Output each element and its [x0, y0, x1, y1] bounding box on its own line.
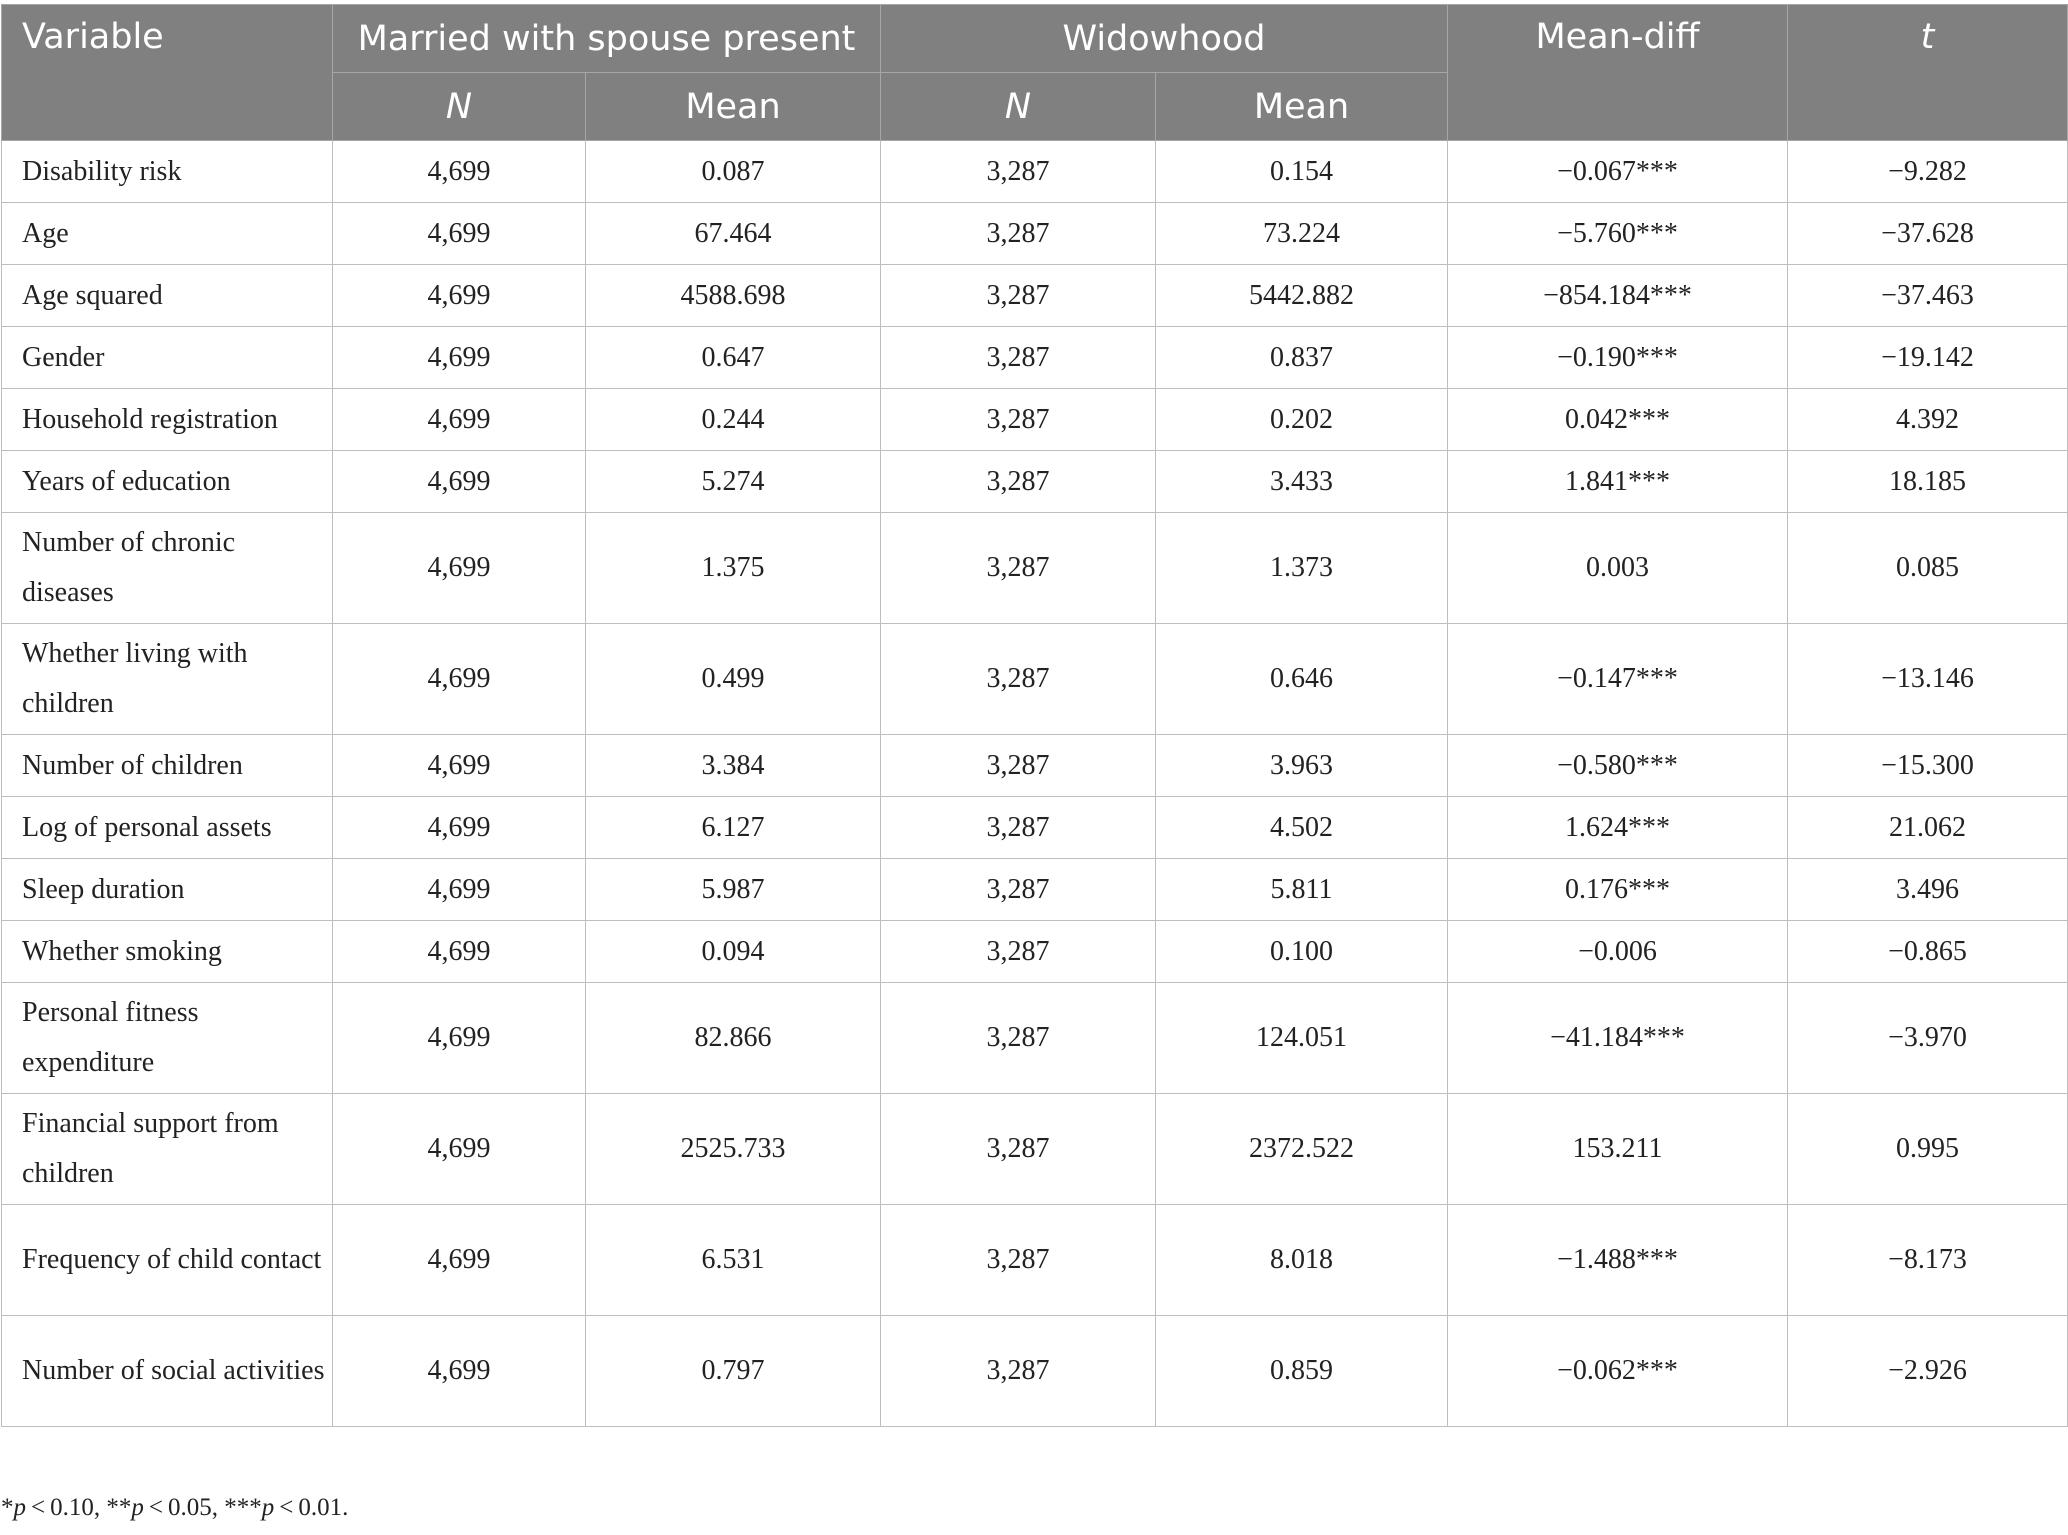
cell-variable: Household registration	[2, 389, 333, 451]
table-row	[2, 451, 2068, 513]
cell-married-n: 4,699	[333, 859, 586, 921]
cell-t: −37.628	[1788, 203, 2068, 265]
cell-widowhood-n: 3,287	[881, 921, 1156, 983]
cell-variable: Age squared	[2, 265, 333, 327]
cell-variable: Sleep duration	[2, 859, 333, 921]
cell-married-n: 4,699	[333, 1205, 586, 1316]
table-body	[2, 141, 2068, 1427]
cell-widowhood-mean: 3.433	[1156, 451, 1448, 513]
cell-variable: Years of education	[2, 451, 333, 513]
cell-married-mean: 82.866	[586, 983, 881, 1094]
cell-married-mean: 0.647	[586, 327, 881, 389]
cell-mean-diff: 1.624***	[1448, 797, 1788, 859]
footnote-p: p	[13, 1494, 26, 1521]
cell-t: −15.300	[1788, 735, 2068, 797]
table-row	[2, 203, 2068, 265]
cell-widowhood-mean: 5442.882	[1156, 265, 1448, 327]
cell-married-n: 4,699	[333, 624, 586, 735]
header-variable: Variable	[2, 5, 333, 141]
cell-mean-diff: 153.211	[1448, 1094, 1788, 1205]
cell-married-n: 4,699	[333, 921, 586, 983]
cell-widowhood-mean: 0.100	[1156, 921, 1448, 983]
cell-mean-diff: −41.184***	[1448, 983, 1788, 1094]
cell-widowhood-n: 3,287	[881, 859, 1156, 921]
cell-married-mean: 5.274	[586, 451, 881, 513]
cell-married-n: 4,699	[333, 451, 586, 513]
cell-married-n: 4,699	[333, 797, 586, 859]
cell-mean-diff: −0.067***	[1448, 141, 1788, 203]
cell-widowhood-mean: 8.018	[1156, 1205, 1448, 1316]
cell-married-n: 4,699	[333, 513, 586, 624]
cell-variable: Financial support from children	[2, 1094, 333, 1205]
table-header	[2, 5, 2068, 141]
cell-variable: Number of children	[2, 735, 333, 797]
cell-t: 3.496	[1788, 859, 2068, 921]
cell-widowhood-n: 3,287	[881, 1094, 1156, 1205]
cell-t: 0.085	[1788, 513, 2068, 624]
cell-mean-diff: 0.176***	[1448, 859, 1788, 921]
cell-variable: Gender	[2, 327, 333, 389]
cell-married-mean: 4588.698	[586, 265, 881, 327]
cell-widowhood-mean: 1.373	[1156, 513, 1448, 624]
footnote-text: < 0.01.	[274, 1494, 349, 1521]
cell-t: −19.142	[1788, 327, 2068, 389]
table-row	[2, 735, 2068, 797]
cell-variable: Disability risk	[2, 141, 333, 203]
header-mean-diff: Mean-diff	[1448, 5, 1788, 141]
header-married: Married with spouse present	[333, 5, 881, 73]
footnote-text: < 0.10, **	[26, 1494, 132, 1521]
cell-widowhood-n: 3,287	[881, 983, 1156, 1094]
cell-married-mean: 6.531	[586, 1205, 881, 1316]
cell-t: −2.926	[1788, 1316, 2068, 1427]
cell-mean-diff: −0.006	[1448, 921, 1788, 983]
cell-married-mean: 1.375	[586, 513, 881, 624]
table-row	[2, 797, 2068, 859]
cell-t: 4.392	[1788, 389, 2068, 451]
table-row	[2, 513, 2068, 624]
cell-t: 0.995	[1788, 1094, 2068, 1205]
cell-t: −3.970	[1788, 983, 2068, 1094]
cell-widowhood-n: 3,287	[881, 141, 1156, 203]
cell-mean-diff: 0.003	[1448, 513, 1788, 624]
cell-t: −13.146	[1788, 624, 2068, 735]
table-container	[1, 4, 2067, 1427]
header-married-n: N	[333, 73, 586, 141]
cell-married-mean: 0.797	[586, 1316, 881, 1427]
cell-married-mean: 5.987	[586, 859, 881, 921]
cell-married-mean: 0.499	[586, 624, 881, 735]
cell-widowhood-n: 3,287	[881, 203, 1156, 265]
cell-married-n: 4,699	[333, 327, 586, 389]
cell-widowhood-n: 3,287	[881, 735, 1156, 797]
table-row	[2, 1316, 2068, 1427]
cell-t: 18.185	[1788, 451, 2068, 513]
cell-t: −9.282	[1788, 141, 2068, 203]
cell-widowhood-mean: 0.859	[1156, 1316, 1448, 1427]
cell-widowhood-mean: 0.202	[1156, 389, 1448, 451]
cell-widowhood-n: 3,287	[881, 797, 1156, 859]
cell-widowhood-n: 3,287	[881, 327, 1156, 389]
cell-widowhood-n: 3,287	[881, 389, 1156, 451]
footnote-text: < 0.05, ***	[143, 1494, 262, 1521]
cell-variable: Number of chronic diseases	[2, 513, 333, 624]
footnote-p: p	[131, 1494, 144, 1521]
cell-widowhood-mean: 2372.522	[1156, 1094, 1448, 1205]
footnote-p: p	[261, 1494, 275, 1521]
cell-married-mean: 6.127	[586, 797, 881, 859]
comparison-table	[1, 4, 2068, 1427]
table-row	[2, 624, 2068, 735]
cell-married-n: 4,699	[333, 1094, 586, 1205]
cell-widowhood-mean: 124.051	[1156, 983, 1448, 1094]
cell-mean-diff: −0.580***	[1448, 735, 1788, 797]
table-row	[2, 327, 2068, 389]
cell-variable: Frequency of child contact	[2, 1205, 333, 1316]
cell-variable: Log of personal assets	[2, 797, 333, 859]
cell-variable: Whether living with children	[2, 624, 333, 735]
cell-married-mean: 0.087	[586, 141, 881, 203]
table-row	[2, 389, 2068, 451]
cell-mean-diff: −0.147***	[1448, 624, 1788, 735]
cell-married-mean: 0.094	[586, 921, 881, 983]
cell-widowhood-n: 3,287	[881, 265, 1156, 327]
cell-widowhood-mean: 3.963	[1156, 735, 1448, 797]
cell-variable: Age	[2, 203, 333, 265]
cell-widowhood-mean: 5.811	[1156, 859, 1448, 921]
cell-married-n: 4,699	[333, 141, 586, 203]
cell-widowhood-n: 3,287	[881, 624, 1156, 735]
table-row	[2, 1205, 2068, 1316]
cell-widowhood-n: 3,287	[881, 1205, 1156, 1316]
cell-widowhood-mean: 73.224	[1156, 203, 1448, 265]
cell-variable: Number of social activities	[2, 1316, 333, 1427]
cell-variable: Whether smoking	[2, 921, 333, 983]
table-footnote	[1, 1494, 348, 1522]
header-married-mean: Mean	[586, 73, 881, 141]
cell-widowhood-n: 3,287	[881, 1316, 1156, 1427]
cell-mean-diff: −854.184***	[1448, 265, 1788, 327]
header-widowhood: Widowhood	[881, 5, 1448, 73]
footnote-star: *	[1, 1494, 14, 1521]
cell-t: −0.865	[1788, 921, 2068, 983]
table-row	[2, 141, 2068, 203]
cell-married-mean: 67.464	[586, 203, 881, 265]
table-row	[2, 265, 2068, 327]
cell-variable: Personal fitness expenditure	[2, 983, 333, 1094]
cell-mean-diff: 0.042***	[1448, 389, 1788, 451]
header-widowhood-n: N	[881, 73, 1156, 141]
cell-t: −37.463	[1788, 265, 2068, 327]
table-row	[2, 859, 2068, 921]
cell-married-n: 4,699	[333, 389, 586, 451]
cell-t: 21.062	[1788, 797, 2068, 859]
cell-widowhood-mean: 0.646	[1156, 624, 1448, 735]
header-widowhood-mean: Mean	[1156, 73, 1448, 141]
cell-married-mean: 0.244	[586, 389, 881, 451]
cell-mean-diff: −0.062***	[1448, 1316, 1788, 1427]
cell-t: −8.173	[1788, 1205, 2068, 1316]
cell-widowhood-n: 3,287	[881, 451, 1156, 513]
cell-married-mean: 2525.733	[586, 1094, 881, 1205]
cell-mean-diff: 1.841***	[1448, 451, 1788, 513]
table-row	[2, 921, 2068, 983]
table-row	[2, 983, 2068, 1094]
cell-married-n: 4,699	[333, 983, 586, 1094]
cell-widowhood-mean: 4.502	[1156, 797, 1448, 859]
cell-married-n: 4,699	[333, 1316, 586, 1427]
cell-mean-diff: −5.760***	[1448, 203, 1788, 265]
table-row	[2, 1094, 2068, 1205]
cell-mean-diff: −0.190***	[1448, 327, 1788, 389]
cell-mean-diff: −1.488***	[1448, 1205, 1788, 1316]
cell-married-n: 4,699	[333, 735, 586, 797]
cell-married-mean: 3.384	[586, 735, 881, 797]
cell-widowhood-mean: 0.154	[1156, 141, 1448, 203]
cell-widowhood-n: 3,287	[881, 513, 1156, 624]
cell-married-n: 4,699	[333, 203, 586, 265]
header-t: t	[1788, 5, 2068, 141]
cell-married-n: 4,699	[333, 265, 586, 327]
cell-widowhood-mean: 0.837	[1156, 327, 1448, 389]
